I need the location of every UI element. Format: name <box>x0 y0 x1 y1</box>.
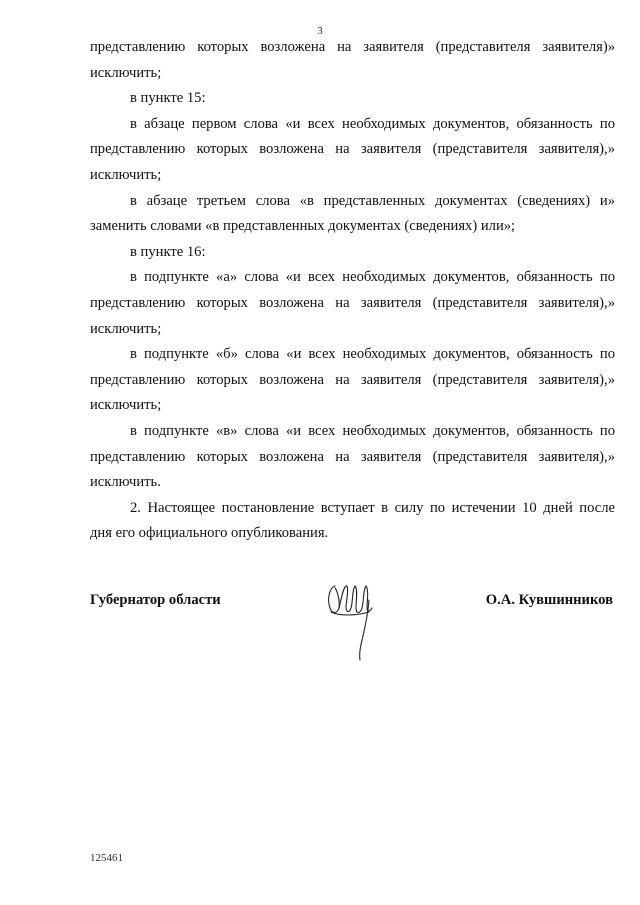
text-line <box>90 342 615 368</box>
text-line <box>90 112 615 138</box>
text-line-content: заменить словами «в представленных документах (сведениях) или»; <box>90 218 516 235</box>
text-line <box>90 214 615 240</box>
text-line-content: исключить; <box>90 166 162 183</box>
text-line <box>90 86 615 112</box>
text-line <box>90 393 615 419</box>
signer-name: О.А. Кувшинников <box>485 592 613 608</box>
text-line <box>90 265 615 291</box>
text-line <box>90 189 615 215</box>
text-line-content: в пункте 15: <box>130 90 206 107</box>
text-line <box>90 470 615 496</box>
document-code: 125461 <box>90 852 123 864</box>
text-line-content: исключить; <box>90 64 162 81</box>
text-line-content: исключить. <box>90 474 161 491</box>
text-line-content: представлению которых возложена на заявителя (представителя заявителя),» <box>90 448 615 465</box>
text-line <box>90 419 615 445</box>
text-line-content: представлению которых возложена на заявителя (представителя заявителя),» <box>90 371 615 388</box>
text-line <box>90 137 615 163</box>
handwritten-signature-icon <box>325 578 377 662</box>
text-line <box>90 163 615 189</box>
text-line <box>90 291 615 317</box>
text-line <box>90 445 615 471</box>
text-line-content: представлению которых возложена на заявителя (представителя заявителя),» <box>90 294 615 311</box>
signer-title: Губернатор области <box>90 592 221 608</box>
text-line <box>90 521 615 547</box>
text-line-content: исключить; <box>90 320 162 337</box>
document-body <box>90 35 615 547</box>
text-line <box>90 496 615 522</box>
text-line-content: исключить; <box>90 397 162 414</box>
text-line-content: в абзаце первом слова «и всех необходимых документов, обязанность по <box>130 115 615 132</box>
text-line <box>90 317 615 343</box>
text-line <box>90 35 615 61</box>
page-number: 3 <box>317 25 323 37</box>
text-line <box>90 368 615 394</box>
text-line-content: представлению которых возложена на заявителя (представителя заявителя)» <box>90 39 615 55</box>
text-line-content: в подпункте «а» слова «и всех необходимых документов, обязанность по <box>130 269 615 286</box>
text-line <box>90 61 615 87</box>
text-line-content: представлению которых возложена на заявителя (представителя заявителя),» <box>90 141 615 158</box>
text-line <box>90 240 615 266</box>
text-line-content: в подпункте «в» слова «и всех необходимых документов, обязанность по <box>130 422 615 439</box>
text-line-content: в абзаце третьем слова «в представленных документах (сведениях) и» <box>130 192 615 209</box>
text-line-content: 2. Настоящее постановление вступает в силу по истечении 10 дней после <box>130 499 615 516</box>
text-line-content: дня его официального опубликования. <box>90 525 329 542</box>
text-line-content: в подпункте «б» слова «и всех необходимых документов, обязанность по <box>130 346 615 363</box>
text-line-content: в пункте 16: <box>130 243 206 260</box>
